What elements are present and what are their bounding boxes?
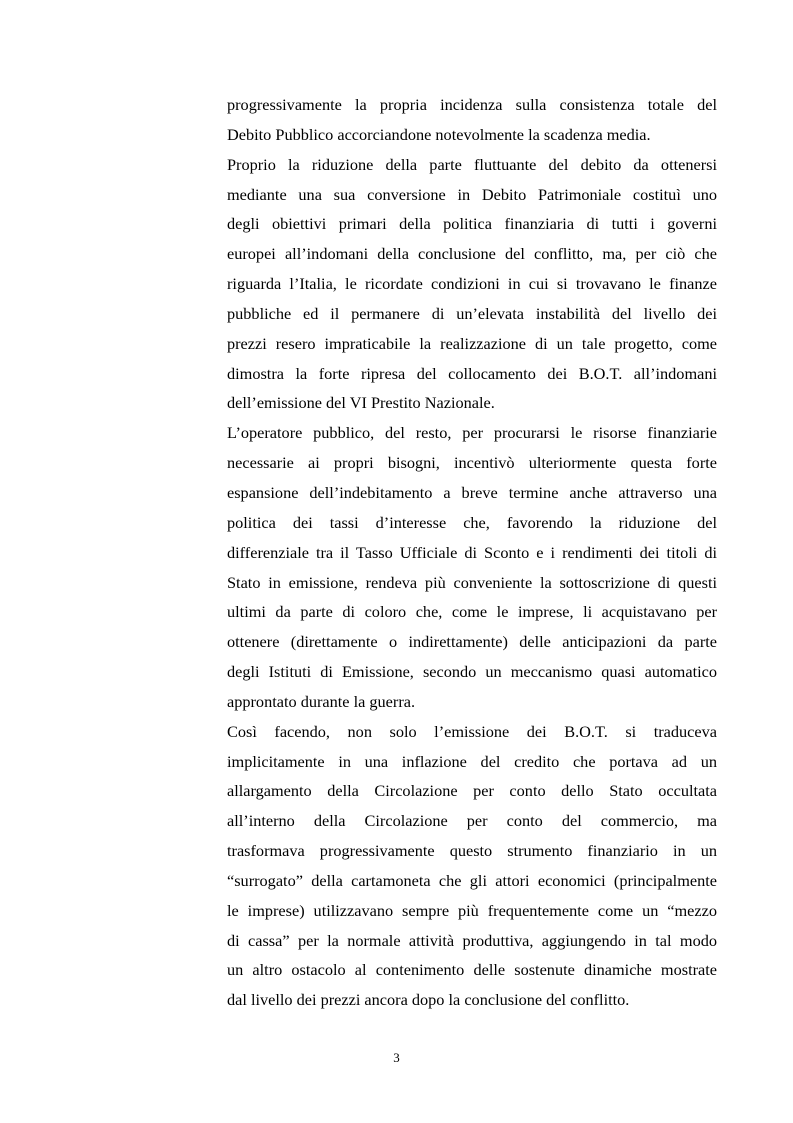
text-line: trasformava progressivamente questo strumento finanziario in un <box>227 841 717 861</box>
text-line: Stato in emissione, rendeva più conveniente la sottoscrizione di questi <box>227 572 717 592</box>
text-line: necessarie ai propri bisogni, incentivò ulteriormente questa forte <box>227 453 717 473</box>
text-line: allargamento della Circolazione per conto dello Stato occultata <box>227 781 717 801</box>
paragraph-3 <box>227 418 717 716</box>
text-line: europei all’indomani della conclusione del conflitto, ma, per ciò che <box>227 244 717 264</box>
text-line: Debito Pubblico accorciandone notevolmente la scadenza media. <box>227 124 651 144</box>
text-line: le imprese) utilizzavano sempre più frequentemente come un “mezzo <box>227 900 717 920</box>
paragraph-2 <box>227 150 717 419</box>
text-line: pubbliche ed il permanere di un’elevata instabilità del livello dei <box>227 303 717 323</box>
text-line: progressivamente la propria incidenza sulla consistenza totale del <box>227 95 717 114</box>
text-line: ottenere (direttamente o indirettamente) delle anticipazioni da parte <box>227 632 717 652</box>
text-line: implicitamente in una inflazione del credito che portava ad un <box>227 751 717 771</box>
body-text <box>227 90 717 1015</box>
text-line: riguarda l’Italia, le ricordate condizioni in cui si trovavano le finanze <box>227 274 717 294</box>
text-line: politica dei tassi d’interesse che, favorendo la riduzione del <box>227 512 717 532</box>
text-line: L’operatore pubblico, del resto, per procurarsi le risorse finanziarie <box>227 423 717 443</box>
text-line: degli obiettivi primari della politica finanziaria di tutti i governi <box>227 214 717 234</box>
text-line: di cassa” per la normale attività produttiva, aggiungendo in tal modo <box>227 930 717 950</box>
text-line: dell’emissione del VI Prestito Nazionale. <box>227 393 495 413</box>
text-line: un altro ostacolo al contenimento delle sostenute dinamiche mostrate <box>227 960 717 980</box>
text-line: dimostra la forte ripresa del collocamento dei B.O.T. all’indomani <box>227 363 717 383</box>
paragraph-1 <box>227 90 717 150</box>
text-line: Proprio la riduzione della parte fluttuante del debito da ottenersi <box>227 154 717 174</box>
text-line: approntato durante la guerra. <box>227 691 416 711</box>
text-line: “surrogato” della cartamoneta che gli attori economici (principalmente <box>227 870 717 890</box>
text-line: prezzi resero impraticabile la realizzazione di un tale progetto, come <box>227 333 717 353</box>
paragraph-4 <box>227 717 717 1015</box>
text-line: all’interno della Circolazione per conto del commercio, ma <box>227 811 717 831</box>
text-line: Così facendo, non solo l’emissione dei B.O.T. si traduceva <box>227 721 717 741</box>
text-line: differenziale tra il Tasso Ufficiale di Sconto e i rendimenti dei titoli di <box>227 542 717 562</box>
text-line: espansione dell’indebitamento a breve termine anche attraverso una <box>227 482 717 502</box>
text-line: mediante una sua conversione in Debito Patrimoniale costituì uno <box>227 184 717 204</box>
page-number: 3 <box>393 1050 400 1065</box>
text-line: ultimi da parte di coloro che, come le imprese, li acquistavano per <box>227 602 717 622</box>
text-line: degli Istituti di Emissione, secondo un meccanismo quasi automatico <box>227 662 717 682</box>
text-line: dal livello dei prezzi ancora dopo la conclusione del conflitto. <box>227 990 630 1010</box>
